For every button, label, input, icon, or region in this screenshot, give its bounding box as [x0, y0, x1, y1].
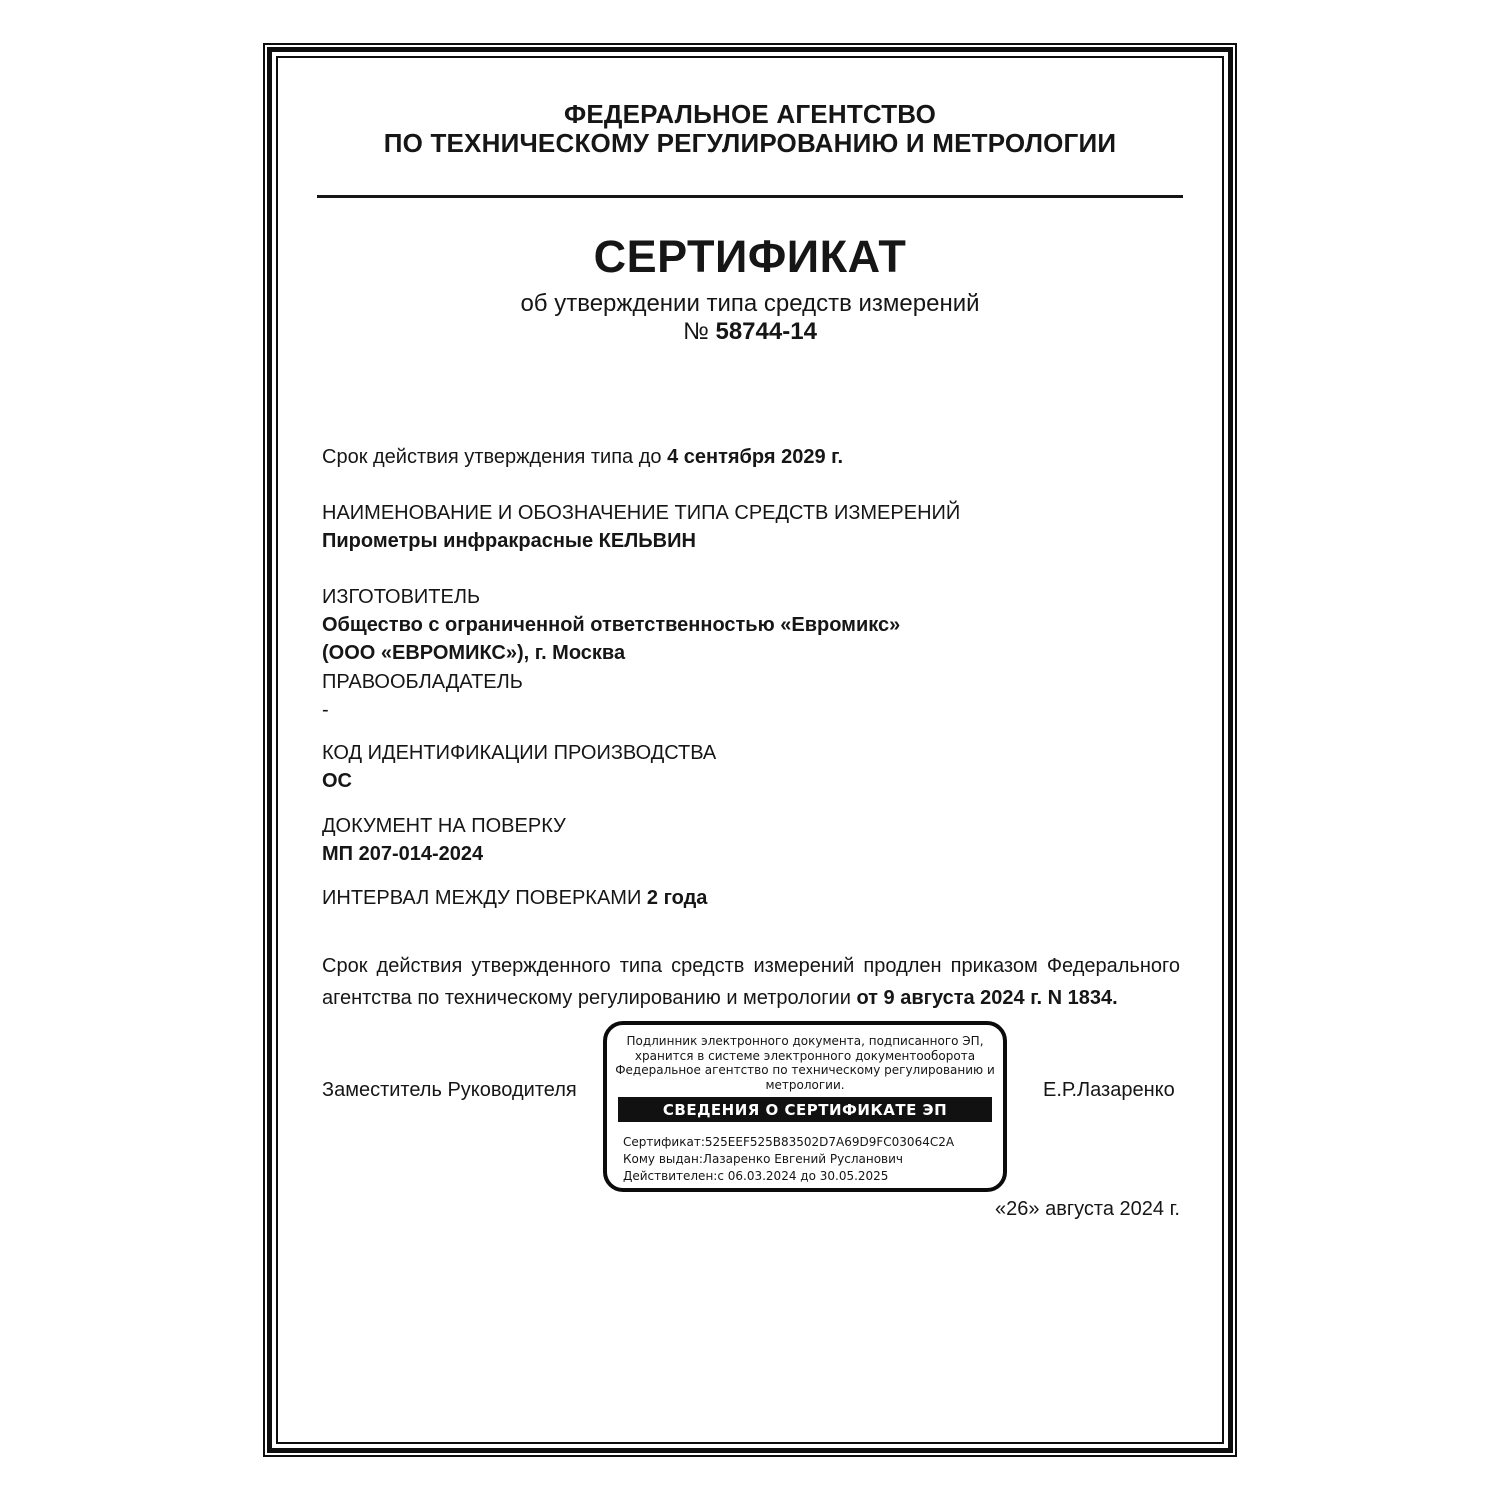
manufacturer-value-line2: (ООО «ЕВРОМИКС»), г. Москва	[322, 642, 626, 664]
stamp-notice-line1: Подлинник электронного документа, подписанного ЭП,	[626, 1034, 984, 1048]
interval-value: 2 года	[646, 887, 708, 909]
stamp-valid-label: Действителен:	[623, 1169, 718, 1183]
stamp-details	[623, 1134, 997, 1185]
production-code-value: ОС	[322, 770, 352, 792]
signer-name: Е.Р.Лазаренко	[1043, 1079, 1175, 1101]
stamp-bar-title: СВЕДЕНИЯ О СЕРТИФИКАТЕ ЭП	[618, 1097, 992, 1122]
stamp-row-valid	[623, 1168, 997, 1185]
stamp-notice-line3: Федеральное агентство по техническому регулированию и	[615, 1063, 995, 1077]
header-divider-rule	[317, 195, 1183, 198]
stamp-notice-line4: метрологии.	[765, 1077, 845, 1092]
stamp-issued-value: Лазаренко Евгений Русланович	[702, 1152, 903, 1166]
stamp-valid-value: с 06.03.2024 до 30.05.2025	[717, 1169, 889, 1183]
rights-holder-value: -	[322, 699, 329, 721]
extension-text: Срок действия утвержденного типа средств измерений продлен приказом Федерального агентства по техническому регулированию и метрологии	[322, 955, 1180, 1009]
interval-label: ИНТЕРВАЛ МЕЖДУ ПОВЕРКАМИ	[322, 887, 647, 909]
signer-position: Заместитель Руководителя	[322, 1079, 577, 1101]
rights-holder-label: ПРАВООБЛАДАТЕЛЬ	[322, 671, 523, 693]
type-name-value: Пирометры инфракрасные КЕЛЬВИН	[322, 530, 696, 552]
interval-line	[322, 885, 707, 911]
extension-order: от 9 августа 2024 г. N 1834.	[856, 987, 1118, 1009]
stamp-cert-label: Сертификат:	[623, 1135, 705, 1149]
verification-doc-label: ДОКУМЕНТ НА ПОВЕРКУ	[322, 815, 566, 837]
validity-date: 4 сентября 2029 г.	[667, 446, 844, 468]
number-sign: №	[683, 318, 716, 345]
electronic-signature-stamp	[603, 1021, 1007, 1192]
manufacturer-label: ИЗГОТОВИТЕЛЬ	[322, 586, 481, 608]
document-title: СЕРТИФИКАТ	[593, 231, 907, 282]
document-subtitle: об утверждении типа средств измерений	[520, 290, 980, 317]
stamp-notice-line2: хранится в системе электронного документооборота	[634, 1048, 976, 1063]
number-value: 58744-14	[715, 318, 817, 345]
verification-doc-value: МП 207-014-2024	[322, 843, 484, 865]
stamp-row-issued-to	[623, 1151, 997, 1168]
production-code-label: КОД ИДЕНТИФИКАЦИИ ПРОИЗВОДСТВА	[322, 742, 717, 764]
validity-prefix: Срок действия утверждения типа до	[322, 446, 668, 468]
agency-name-line1: ФЕДЕРАЛЬНОЕ АГЕНТСТВО	[563, 99, 937, 129]
agency-name-line2: ПО ТЕХНИЧЕСКОМУ РЕГУЛИРОВАНИЮ И МЕТРОЛОГИИ	[383, 128, 1117, 158]
extension-paragraph	[322, 950, 1180, 1014]
validity-line	[322, 444, 843, 470]
stamp-cert-value: 525EEF525B83502D7A69D9FC03064C2A	[704, 1135, 955, 1149]
stamp-notice	[607, 1034, 1003, 1092]
certificate-number	[263, 318, 1237, 346]
issue-date: «26» августа 2024 г.	[995, 1198, 1180, 1220]
stamp-issued-label: Кому выдан:	[623, 1152, 703, 1166]
stamp-row-certificate	[623, 1134, 997, 1151]
type-name-label: НАИМЕНОВАНИЕ И ОБОЗНАЧЕНИЕ ТИПА СРЕДСТВ ИЗМЕРЕНИЙ	[322, 502, 961, 524]
manufacturer-value-line1: Общество с ограниченной ответственностью «Евромикс»	[322, 614, 901, 636]
